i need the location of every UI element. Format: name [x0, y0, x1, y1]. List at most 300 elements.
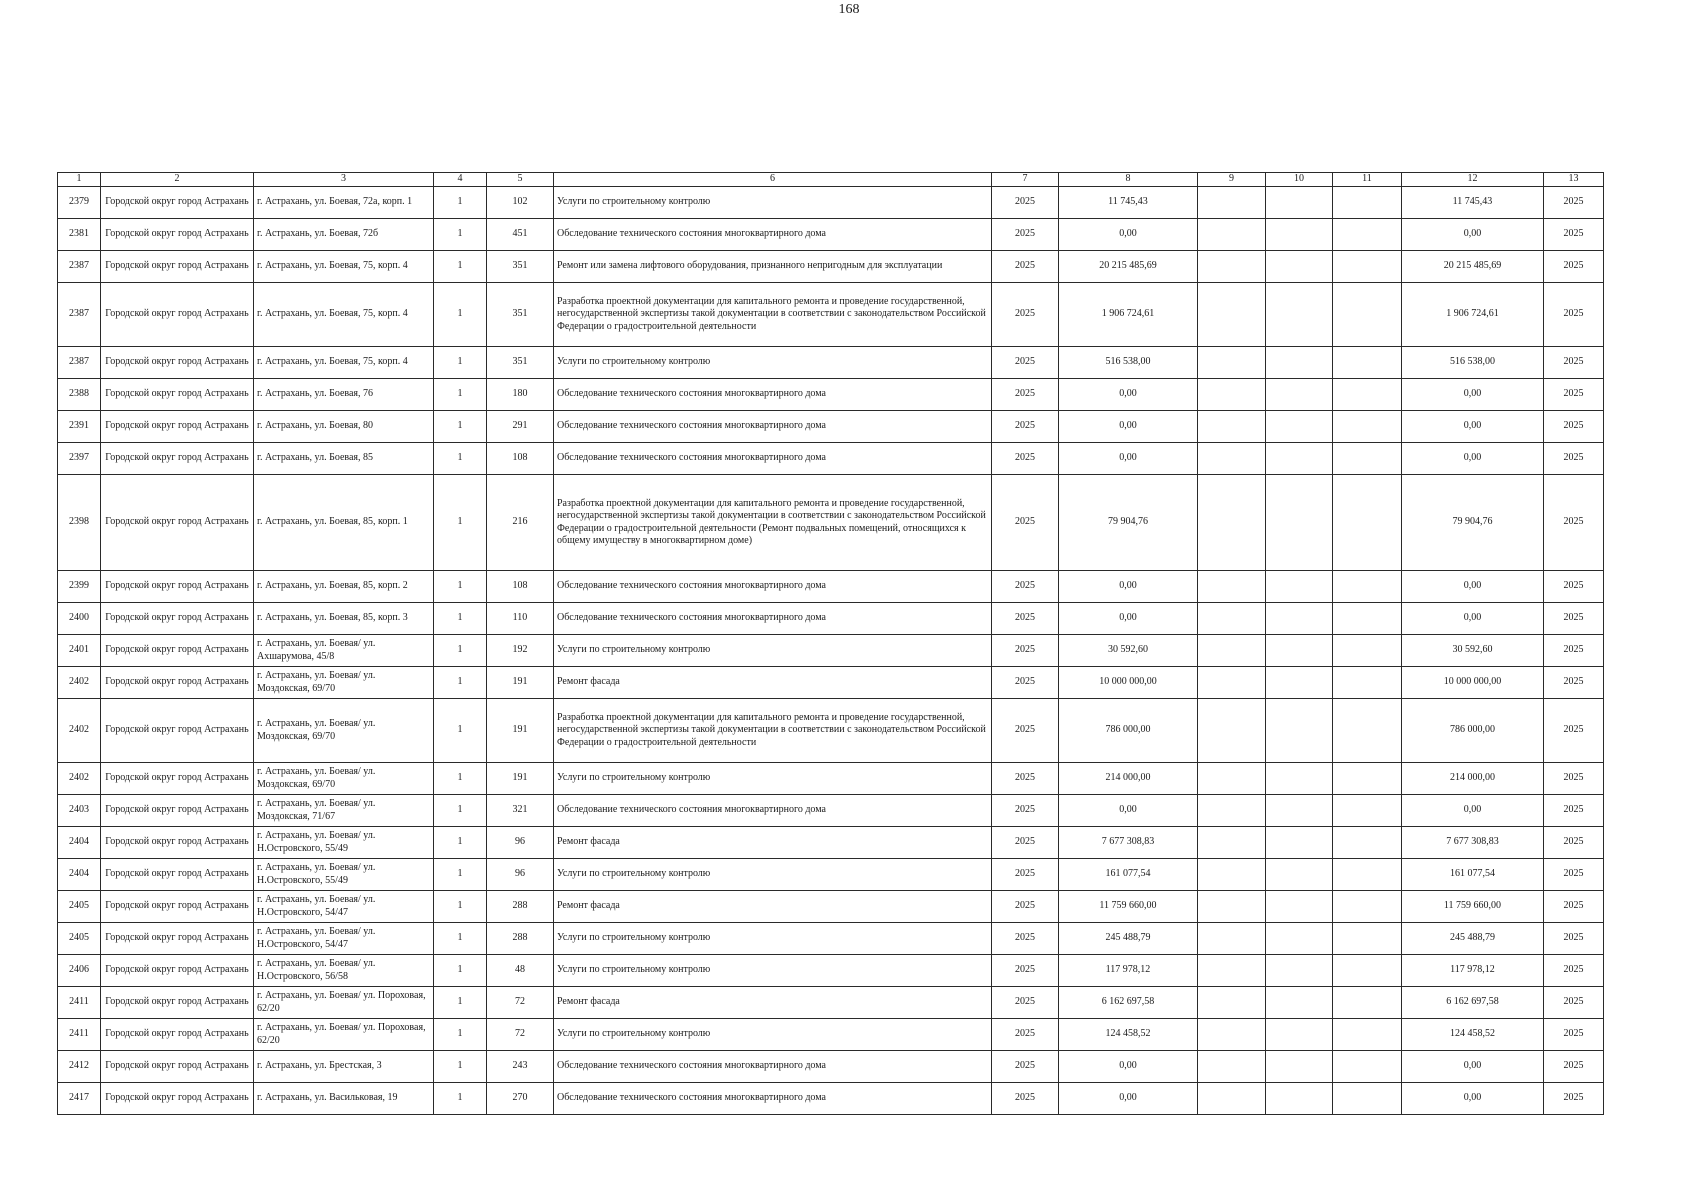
municipality-cell: Городской округ город Астрахань [101, 379, 254, 411]
col11-cell [1333, 603, 1402, 635]
cost-cell: 516 538,00 [1402, 347, 1544, 379]
col11-cell [1333, 795, 1402, 827]
end-year-cell: 2025 [1544, 1051, 1604, 1083]
col9-cell [1198, 763, 1266, 795]
col4-cell: 1 [434, 571, 487, 603]
cost-cell: 0,00 [1402, 443, 1544, 475]
col9-cell [1198, 603, 1266, 635]
table-row [58, 699, 1604, 763]
address-cell: г. Астрахань, ул. Боевая/ ул. Моздокская, 71/67 [254, 795, 434, 827]
row-number-cell: 2412 [58, 1051, 101, 1083]
table-row [58, 603, 1604, 635]
table-row [58, 475, 1604, 571]
cost-cell: 11 745,43 [1402, 187, 1544, 219]
municipality-cell: Городской округ город Астрахань [101, 859, 254, 891]
col11-cell [1333, 827, 1402, 859]
col10-cell [1266, 923, 1333, 955]
end-year-cell: 2025 [1544, 443, 1604, 475]
year-cell: 2025 [992, 1083, 1059, 1115]
cost-cell: 0,00 [1402, 571, 1544, 603]
col10-cell [1266, 667, 1333, 699]
year-cell: 2025 [992, 699, 1059, 763]
col11-cell [1333, 475, 1402, 571]
table-row [58, 987, 1604, 1019]
column-header-9: 9 [1198, 173, 1266, 187]
municipality-cell: Городской округ город Астрахань [101, 603, 254, 635]
row-number-cell: 2404 [58, 859, 101, 891]
col11-cell [1333, 219, 1402, 251]
col9-cell [1198, 955, 1266, 987]
end-year-cell: 2025 [1544, 923, 1604, 955]
col5-cell: 191 [487, 667, 554, 699]
municipality-cell: Городской округ город Астрахань [101, 1083, 254, 1115]
row-number-cell: 2402 [58, 667, 101, 699]
row-number-cell: 2400 [58, 603, 101, 635]
year-cell: 2025 [992, 347, 1059, 379]
cost-cell: 161 077,54 [1402, 859, 1544, 891]
total-cost-cell: 117 978,12 [1059, 955, 1198, 987]
year-cell: 2025 [992, 603, 1059, 635]
table-row [58, 347, 1604, 379]
col9-cell [1198, 219, 1266, 251]
row-number-cell: 2404 [58, 827, 101, 859]
table-row [58, 635, 1604, 667]
col9-cell [1198, 571, 1266, 603]
col4-cell: 1 [434, 667, 487, 699]
work-type-cell: Обследование технического состояния многоквартирного дома [554, 1051, 992, 1083]
col10-cell [1266, 955, 1333, 987]
col9-cell [1198, 891, 1266, 923]
col9-cell [1198, 1083, 1266, 1115]
total-cost-cell: 0,00 [1059, 219, 1198, 251]
address-cell: г. Астрахань, ул. Васильковая, 19 [254, 1083, 434, 1115]
col11-cell [1333, 443, 1402, 475]
col10-cell [1266, 763, 1333, 795]
total-cost-cell: 0,00 [1059, 411, 1198, 443]
col5-cell: 48 [487, 955, 554, 987]
col4-cell: 1 [434, 443, 487, 475]
total-cost-cell: 0,00 [1059, 795, 1198, 827]
end-year-cell: 2025 [1544, 219, 1604, 251]
municipality-cell: Городской округ город Астрахань [101, 411, 254, 443]
work-type-cell: Обследование технического состояния многоквартирного дома [554, 1083, 992, 1115]
address-cell: г. Астрахань, ул. Боевая/ ул. Н.Островского, 55/49 [254, 859, 434, 891]
total-cost-cell: 0,00 [1059, 443, 1198, 475]
column-number-row [58, 173, 1604, 187]
end-year-cell: 2025 [1544, 1083, 1604, 1115]
total-cost-cell: 30 592,60 [1059, 635, 1198, 667]
municipality-cell: Городской округ город Астрахань [101, 667, 254, 699]
end-year-cell: 2025 [1544, 1019, 1604, 1051]
end-year-cell: 2025 [1544, 891, 1604, 923]
col5-cell: 270 [487, 1083, 554, 1115]
municipality-cell: Городской округ город Астрахань [101, 795, 254, 827]
end-year-cell: 2025 [1544, 379, 1604, 411]
end-year-cell: 2025 [1544, 283, 1604, 347]
row-number-cell: 2381 [58, 219, 101, 251]
end-year-cell: 2025 [1544, 635, 1604, 667]
col11-cell [1333, 635, 1402, 667]
year-cell: 2025 [992, 923, 1059, 955]
col10-cell [1266, 475, 1333, 571]
col10-cell [1266, 603, 1333, 635]
year-cell: 2025 [992, 827, 1059, 859]
work-type-cell: Разработка проектной документации для капитального ремонта и проведение государственной, негосударственной экспертизы такой документации в соответствии с законодательством Российской Федерации о градостроительной деятельности [554, 283, 992, 347]
total-cost-cell: 0,00 [1059, 571, 1198, 603]
col11-cell [1333, 763, 1402, 795]
address-cell: г. Астрахань, ул. Боевая, 75, корп. 4 [254, 347, 434, 379]
col10-cell [1266, 187, 1333, 219]
work-type-cell: Обследование технического состояния многоквартирного дома [554, 603, 992, 635]
total-cost-cell: 0,00 [1059, 1083, 1198, 1115]
column-header-2: 2 [101, 173, 254, 187]
total-cost-cell: 214 000,00 [1059, 763, 1198, 795]
row-number-cell: 2411 [58, 1019, 101, 1051]
col10-cell [1266, 891, 1333, 923]
cost-cell: 6 162 697,58 [1402, 987, 1544, 1019]
year-cell: 2025 [992, 635, 1059, 667]
municipality-cell: Городской округ город Астрахань [101, 283, 254, 347]
year-cell: 2025 [992, 411, 1059, 443]
total-cost-cell: 10 000 000,00 [1059, 667, 1198, 699]
municipality-cell: Городской округ город Астрахань [101, 571, 254, 603]
table-row [58, 923, 1604, 955]
cost-cell: 30 592,60 [1402, 635, 1544, 667]
row-number-cell: 2398 [58, 475, 101, 571]
row-number-cell: 2388 [58, 379, 101, 411]
address-cell: г. Астрахань, ул. Боевая/ ул. Моздокская, 69/70 [254, 699, 434, 763]
table-row [58, 763, 1604, 795]
table-row [58, 795, 1604, 827]
col5-cell: 351 [487, 347, 554, 379]
work-type-cell: Обследование технического состояния многоквартирного дома [554, 411, 992, 443]
total-cost-cell: 1 906 724,61 [1059, 283, 1198, 347]
address-cell: г. Астрахань, ул. Боевая/ ул. Ахшарумова, 45/8 [254, 635, 434, 667]
col4-cell: 1 [434, 219, 487, 251]
col11-cell [1333, 251, 1402, 283]
cost-cell: 7 677 308,83 [1402, 827, 1544, 859]
col9-cell [1198, 411, 1266, 443]
work-type-cell: Обследование технического состояния многоквартирного дома [554, 795, 992, 827]
municipality-cell: Городской округ город Астрахань [101, 475, 254, 571]
work-type-cell: Ремонт фасада [554, 827, 992, 859]
address-cell: г. Астрахань, ул. Брестская, 3 [254, 1051, 434, 1083]
col5-cell: 102 [487, 187, 554, 219]
work-type-cell: Ремонт фасада [554, 667, 992, 699]
col11-cell [1333, 411, 1402, 443]
cost-cell: 1 906 724,61 [1402, 283, 1544, 347]
cost-cell: 786 000,00 [1402, 699, 1544, 763]
end-year-cell: 2025 [1544, 251, 1604, 283]
year-cell: 2025 [992, 187, 1059, 219]
total-cost-cell: 516 538,00 [1059, 347, 1198, 379]
col4-cell: 1 [434, 891, 487, 923]
row-number-cell: 2406 [58, 955, 101, 987]
col10-cell [1266, 347, 1333, 379]
address-cell: г. Астрахань, ул. Боевая, 85, корп. 2 [254, 571, 434, 603]
col9-cell [1198, 443, 1266, 475]
cost-cell: 11 759 660,00 [1402, 891, 1544, 923]
row-number-cell: 2402 [58, 699, 101, 763]
address-cell: г. Астрахань, ул. Боевая/ ул. Пороховая, 62/20 [254, 1019, 434, 1051]
row-number-cell: 2411 [58, 987, 101, 1019]
cost-cell: 10 000 000,00 [1402, 667, 1544, 699]
row-number-cell: 2387 [58, 347, 101, 379]
table-row [58, 1083, 1604, 1115]
col11-cell [1333, 667, 1402, 699]
year-cell: 2025 [992, 283, 1059, 347]
cost-cell: 0,00 [1402, 795, 1544, 827]
col5-cell: 191 [487, 763, 554, 795]
year-cell: 2025 [992, 475, 1059, 571]
municipality-cell: Городской округ город Астрахань [101, 955, 254, 987]
col4-cell: 1 [434, 763, 487, 795]
end-year-cell: 2025 [1544, 699, 1604, 763]
work-type-cell: Услуги по строительному контролю [554, 955, 992, 987]
col9-cell [1198, 347, 1266, 379]
row-number-cell: 2401 [58, 635, 101, 667]
col11-cell [1333, 571, 1402, 603]
col9-cell [1198, 635, 1266, 667]
year-cell: 2025 [992, 1051, 1059, 1083]
col4-cell: 1 [434, 1019, 487, 1051]
col4-cell: 1 [434, 859, 487, 891]
municipality-cell: Городской округ город Астрахань [101, 987, 254, 1019]
column-header-10: 10 [1266, 173, 1333, 187]
col11-cell [1333, 379, 1402, 411]
col9-cell [1198, 987, 1266, 1019]
total-cost-cell: 7 677 308,83 [1059, 827, 1198, 859]
total-cost-cell: 11 745,43 [1059, 187, 1198, 219]
col4-cell: 1 [434, 347, 487, 379]
col10-cell [1266, 795, 1333, 827]
table-row [58, 411, 1604, 443]
col10-cell [1266, 283, 1333, 347]
address-cell: г. Астрахань, ул. Боевая, 85, корп. 3 [254, 603, 434, 635]
table-row [58, 955, 1604, 987]
col9-cell [1198, 475, 1266, 571]
year-cell: 2025 [992, 987, 1059, 1019]
col11-cell [1333, 187, 1402, 219]
row-number-cell: 2405 [58, 923, 101, 955]
col10-cell [1266, 699, 1333, 763]
end-year-cell: 2025 [1544, 859, 1604, 891]
col9-cell [1198, 1019, 1266, 1051]
col5-cell: 288 [487, 891, 554, 923]
cost-cell: 0,00 [1402, 1051, 1544, 1083]
col11-cell [1333, 1083, 1402, 1115]
work-type-cell: Ремонт фасада [554, 891, 992, 923]
end-year-cell: 2025 [1544, 987, 1604, 1019]
col10-cell [1266, 987, 1333, 1019]
col10-cell [1266, 1051, 1333, 1083]
work-type-cell: Услуги по строительному контролю [554, 859, 992, 891]
total-cost-cell: 124 458,52 [1059, 1019, 1198, 1051]
end-year-cell: 2025 [1544, 667, 1604, 699]
col5-cell: 291 [487, 411, 554, 443]
col5-cell: 288 [487, 923, 554, 955]
col9-cell [1198, 923, 1266, 955]
year-cell: 2025 [992, 667, 1059, 699]
col5-cell: 351 [487, 283, 554, 347]
row-number-cell: 2403 [58, 795, 101, 827]
municipality-cell: Городской округ город Астрахань [101, 251, 254, 283]
col4-cell: 1 [434, 923, 487, 955]
end-year-cell: 2025 [1544, 187, 1604, 219]
column-header-1: 1 [58, 173, 101, 187]
row-number-cell: 2397 [58, 443, 101, 475]
row-number-cell: 2405 [58, 891, 101, 923]
col4-cell: 1 [434, 635, 487, 667]
col10-cell [1266, 251, 1333, 283]
col10-cell [1266, 379, 1333, 411]
work-type-cell: Разработка проектной документации для капитального ремонта и проведение государственной, негосударственной экспертизы такой документации в соответствии с законодательством Российской Федерации о градостроительной деятельности [554, 699, 992, 763]
municipality-cell: Городской округ город Астрахань [101, 1019, 254, 1051]
address-cell: г. Астрахань, ул. Боевая, 75, корп. 4 [254, 283, 434, 347]
col11-cell [1333, 1019, 1402, 1051]
total-cost-cell: 79 904,76 [1059, 475, 1198, 571]
work-type-cell: Услуги по строительному контролю [554, 635, 992, 667]
col11-cell [1333, 1051, 1402, 1083]
col9-cell [1198, 283, 1266, 347]
col4-cell: 1 [434, 1051, 487, 1083]
col5-cell: 108 [487, 571, 554, 603]
address-cell: г. Астрахань, ул. Боевая, 85, корп. 1 [254, 475, 434, 571]
row-number-cell: 2399 [58, 571, 101, 603]
address-cell: г. Астрахань, ул. Боевая/ ул. Н.Островского, 55/49 [254, 827, 434, 859]
year-cell: 2025 [992, 1019, 1059, 1051]
column-header-13: 13 [1544, 173, 1604, 187]
end-year-cell: 2025 [1544, 827, 1604, 859]
col5-cell: 110 [487, 603, 554, 635]
end-year-cell: 2025 [1544, 795, 1604, 827]
col11-cell [1333, 283, 1402, 347]
column-header-8: 8 [1059, 173, 1198, 187]
cost-cell: 79 904,76 [1402, 475, 1544, 571]
row-number-cell: 2387 [58, 251, 101, 283]
total-cost-cell: 6 162 697,58 [1059, 987, 1198, 1019]
table-row [58, 443, 1604, 475]
address-cell: г. Астрахань, ул. Боевая, 75, корп. 4 [254, 251, 434, 283]
col11-cell [1333, 955, 1402, 987]
row-number-cell: 2402 [58, 763, 101, 795]
address-cell: г. Астрахань, ул. Боевая, 72а, корп. 1 [254, 187, 434, 219]
cost-cell: 0,00 [1402, 603, 1544, 635]
municipality-cell: Городской округ город Астрахань [101, 443, 254, 475]
end-year-cell: 2025 [1544, 411, 1604, 443]
col4-cell: 1 [434, 251, 487, 283]
cost-cell: 124 458,52 [1402, 1019, 1544, 1051]
col10-cell [1266, 635, 1333, 667]
address-cell: г. Астрахань, ул. Боевая, 80 [254, 411, 434, 443]
municipality-cell: Городской округ город Астрахань [101, 1051, 254, 1083]
address-cell: г. Астрахань, ул. Боевая/ ул. Моздокская, 69/70 [254, 667, 434, 699]
col4-cell: 1 [434, 795, 487, 827]
col11-cell [1333, 923, 1402, 955]
work-type-cell: Обследование технического состояния многоквартирного дома [554, 379, 992, 411]
year-cell: 2025 [992, 795, 1059, 827]
total-cost-cell: 161 077,54 [1059, 859, 1198, 891]
work-type-cell: Услуги по строительному контролю [554, 1019, 992, 1051]
table-row [58, 219, 1604, 251]
address-cell: г. Астрахань, ул. Боевая/ ул. Пороховая, 62/20 [254, 987, 434, 1019]
col10-cell [1266, 1019, 1333, 1051]
cost-cell: 245 488,79 [1402, 923, 1544, 955]
col9-cell [1198, 859, 1266, 891]
col11-cell [1333, 699, 1402, 763]
work-type-cell: Услуги по строительному контролю [554, 347, 992, 379]
year-cell: 2025 [992, 859, 1059, 891]
column-header-7: 7 [992, 173, 1059, 187]
end-year-cell: 2025 [1544, 603, 1604, 635]
table-row [58, 379, 1604, 411]
total-cost-cell: 245 488,79 [1059, 923, 1198, 955]
cost-cell: 0,00 [1402, 379, 1544, 411]
address-cell: г. Астрахань, ул. Боевая/ ул. Н.Островского, 56/58 [254, 955, 434, 987]
end-year-cell: 2025 [1544, 475, 1604, 571]
year-cell: 2025 [992, 251, 1059, 283]
address-cell: г. Астрахань, ул. Боевая, 72б [254, 219, 434, 251]
col4-cell: 1 [434, 699, 487, 763]
col11-cell [1333, 891, 1402, 923]
col4-cell: 1 [434, 411, 487, 443]
col9-cell [1198, 187, 1266, 219]
row-number-cell: 2417 [58, 1083, 101, 1115]
cost-cell: 0,00 [1402, 219, 1544, 251]
col4-cell: 1 [434, 283, 487, 347]
col9-cell [1198, 1051, 1266, 1083]
work-type-cell: Услуги по строительному контролю [554, 763, 992, 795]
col4-cell: 1 [434, 955, 487, 987]
municipality-cell: Городской округ город Астрахань [101, 763, 254, 795]
work-type-cell: Услуги по строительному контролю [554, 923, 992, 955]
table-row [58, 827, 1604, 859]
col5-cell: 216 [487, 475, 554, 571]
col10-cell [1266, 1083, 1333, 1115]
work-type-cell: Обследование технического состояния многоквартирного дома [554, 219, 992, 251]
col9-cell [1198, 827, 1266, 859]
end-year-cell: 2025 [1544, 763, 1604, 795]
municipality-cell: Городской округ город Астрахань [101, 699, 254, 763]
col11-cell [1333, 987, 1402, 1019]
col10-cell [1266, 443, 1333, 475]
work-type-cell: Обследование технического состояния многоквартирного дома [554, 571, 992, 603]
total-cost-cell: 0,00 [1059, 603, 1198, 635]
cost-cell: 20 215 485,69 [1402, 251, 1544, 283]
col5-cell: 451 [487, 219, 554, 251]
municipality-cell: Городской округ город Астрахань [101, 635, 254, 667]
column-header-11: 11 [1333, 173, 1402, 187]
row-number-cell: 2379 [58, 187, 101, 219]
col5-cell: 108 [487, 443, 554, 475]
col9-cell [1198, 251, 1266, 283]
col5-cell: 191 [487, 699, 554, 763]
col5-cell: 321 [487, 795, 554, 827]
work-type-cell: Разработка проектной документации для капитального ремонта и проведение государственной, негосударственной экспертизы такой документации в соответствии с законодательством Российской Федерации о градостроительной деятельности (Ремонт подвальных помещений, относящихся к общему имуществу в многоквартирном доме) [554, 475, 992, 571]
municipality-cell: Городской округ город Астрахань [101, 347, 254, 379]
year-cell: 2025 [992, 571, 1059, 603]
table-row [58, 571, 1604, 603]
year-cell: 2025 [992, 763, 1059, 795]
total-cost-cell: 11 759 660,00 [1059, 891, 1198, 923]
page-number: 168 [838, 2, 860, 17]
address-cell: г. Астрахань, ул. Боевая/ ул. Н.Островского, 54/47 [254, 891, 434, 923]
col4-cell: 1 [434, 187, 487, 219]
column-header-3: 3 [254, 173, 434, 187]
table-row [58, 891, 1604, 923]
col5-cell: 72 [487, 1019, 554, 1051]
col5-cell: 351 [487, 251, 554, 283]
